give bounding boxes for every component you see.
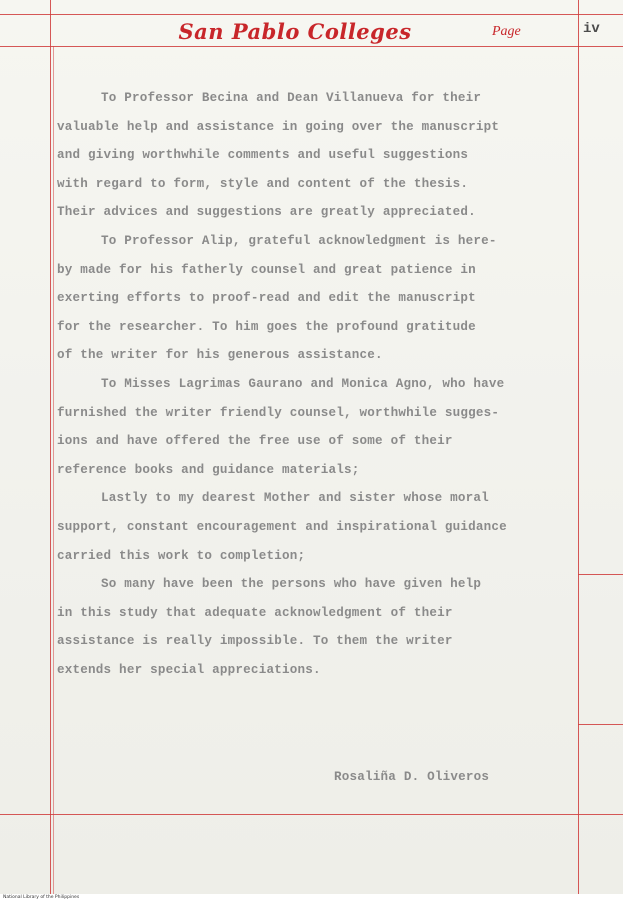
body-line: support, constant encouragement and inspirational guidance (57, 519, 507, 534)
scan-footer-strip (0, 894, 623, 900)
acknowledgment-body (57, 84, 597, 684)
body-line: So many have been the persons who have given help (101, 577, 482, 592)
body-line: Their advices and suggestions are greatly appreciated. (57, 205, 476, 220)
body-line: assistance is really impossible. To them the writer (57, 634, 453, 649)
body-line: reference books and guidance materials; (57, 462, 360, 477)
library-credit: National Library of the Philippines (3, 895, 80, 900)
body-line: To Professor Becina and Dean Villanueva for their (101, 91, 482, 105)
college-name-heading: San Pablo Colleges (178, 18, 412, 44)
left-margin-rule-inner (53, 46, 54, 900)
body-line: exerting efforts to proof-read and edit the manuscript (57, 291, 476, 306)
body-line: for the researcher. To him goes the profound gratitude (57, 319, 476, 334)
body-line: To Professor Alip, grateful acknowledgment is here- (101, 233, 497, 248)
body-line: valuable help and assistance in going over the manuscript (57, 119, 500, 134)
body-line: and giving worthwhile comments and useful suggestions (57, 148, 469, 163)
body-line: of the writer for his generous assistance. (57, 348, 383, 363)
body-line: To Misses Lagrimas Gaurano and Monica Agno, who have (101, 376, 505, 391)
body-line: extends her special appreciations. (57, 662, 321, 677)
body-line: Lastly to my dearest Mother and sister whose moral (101, 491, 489, 506)
page-number: iv (583, 21, 600, 37)
body-line: with regard to form, style and content of the thesis. (57, 176, 469, 191)
left-margin-rule (50, 0, 51, 900)
body-line: in this study that adequate acknowledgment of their (57, 605, 453, 620)
body-line: carried this work to completion; (57, 548, 306, 563)
body-line: ions and have offered the free use of some of their (57, 434, 453, 449)
body-line: by made for his fatherly counsel and great patience in (57, 262, 476, 277)
body-line: furnished the writer friendly counsel, worthwhile sugges- (57, 405, 500, 420)
footer-rule (0, 814, 623, 815)
author-signature: Rosaliña D. Oliveros (334, 770, 490, 784)
right-column-rule-2 (578, 724, 623, 725)
page-label: Page (492, 24, 521, 39)
